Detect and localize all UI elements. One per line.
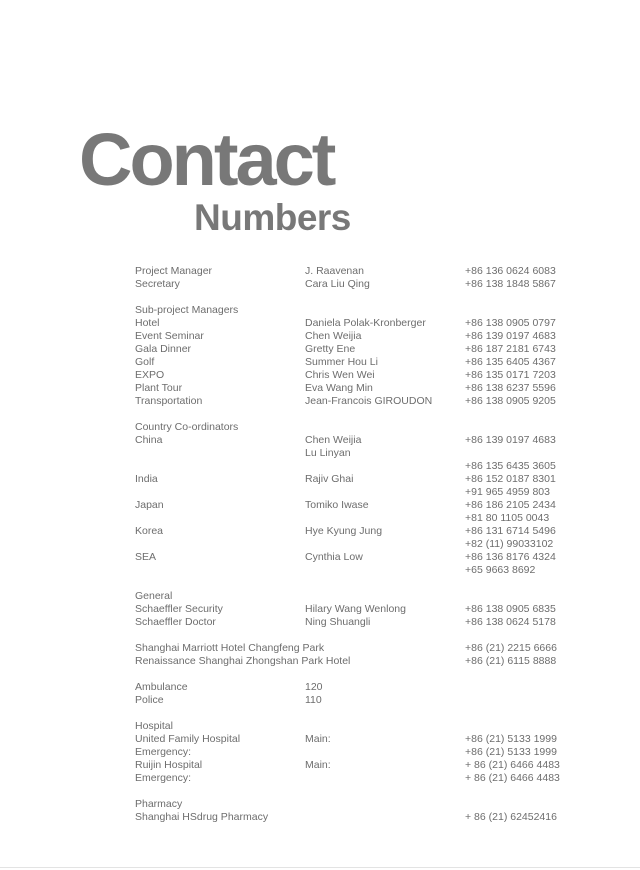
contact-list (135, 265, 575, 824)
contact-row (135, 642, 575, 655)
contact-row (135, 733, 575, 746)
contact-row (135, 473, 575, 486)
contact-row (135, 720, 575, 733)
contact-name: Main: (305, 733, 331, 745)
contact-name: Ning Shuangli (305, 616, 371, 628)
contact-name: Tomiko Iwase (305, 499, 369, 511)
contact-label: Emergency: (135, 772, 192, 784)
contact-row (135, 681, 575, 694)
contact-row (135, 603, 575, 616)
contact-label: Emergency: (135, 746, 192, 758)
contact-row (135, 343, 575, 356)
section-gap (135, 785, 575, 798)
contact-name: Rajiv Ghai (305, 473, 354, 485)
contact-label: United Family Hospital (135, 733, 241, 745)
contact-phone: + 86 (21) 6466 4483 (465, 772, 560, 784)
contact-phone: + 86 (21) 6466 4483 (465, 759, 560, 771)
contact-row (135, 369, 575, 382)
contact-phone: +86 139 0197 4683 (465, 434, 556, 446)
contact-phone: +86 138 0624 5178 (465, 616, 556, 628)
contact-label: SEA (135, 551, 157, 563)
contact-phone: +86 135 6405 4367 (465, 356, 556, 368)
contact-phone: +86 138 1848 5867 (465, 278, 556, 290)
contact-phone: +86 138 0905 6835 (465, 603, 556, 615)
contact-row (135, 538, 575, 551)
contact-name: Hye Kyung Jung (305, 525, 383, 537)
contact-label: Schaeffler Security (135, 603, 223, 615)
contact-label: Shanghai HSdrug Pharmacy (135, 811, 269, 823)
section-gap (135, 408, 575, 421)
contact-label: Event Seminar (135, 330, 204, 342)
contact-row (135, 590, 575, 603)
contact-name: Summer Hou Li (305, 356, 378, 368)
contact-row (135, 772, 575, 785)
contact-row (135, 356, 575, 369)
contact-row (135, 759, 575, 772)
contact-row (135, 434, 575, 447)
contact-row (135, 655, 575, 668)
contact-name: Hilary Wang Wenlong (305, 603, 406, 615)
page-subtitle: Numbers (194, 197, 351, 238)
contact-name: Main: (305, 759, 331, 771)
contact-label: Police (135, 694, 164, 706)
contact-label: Korea (135, 525, 164, 537)
contact-phone: + 86 (21) 62452416 (465, 811, 557, 823)
contact-label: Japan (135, 499, 164, 511)
contact-row (135, 460, 575, 473)
contact-phone: +82 (11) 99033102 (465, 538, 554, 550)
contact-row (135, 330, 575, 343)
contact-label: Plant Tour (135, 382, 183, 394)
contact-row (135, 486, 575, 499)
contact-phone: +86 (21) 5133 1999 (465, 733, 557, 745)
contact-label: General (135, 590, 173, 602)
contact-row (135, 265, 575, 278)
contact-phone: +86 135 6435 3605 (465, 460, 556, 472)
contact-phone: +86 (21) 6115 8888 (465, 655, 557, 667)
contact-name: Gretty Ene (305, 343, 356, 355)
contact-label: Ambulance (135, 681, 188, 693)
contact-label: China (135, 434, 163, 446)
contact-label: Pharmacy (135, 798, 183, 810)
contact-label: Project Manager (135, 265, 213, 277)
contact-label: Secretary (135, 278, 180, 290)
contact-row (135, 811, 575, 824)
contact-name: J. Raavenan (305, 265, 364, 277)
contact-phone: +91 965 4959 803 (465, 486, 550, 498)
contact-phone: +86 139 0197 4683 (465, 330, 556, 342)
contact-label: Hospital (135, 720, 173, 732)
contact-name: Chen Weijia (305, 330, 362, 342)
contact-phone: +86 186 2105 2434 (465, 499, 556, 511)
contact-row (135, 395, 575, 408)
contact-name: Cynthia Low (305, 551, 363, 563)
contact-phone: +86 187 2181 6743 (465, 343, 556, 355)
section-gap (135, 668, 575, 681)
contact-name: Lu Linyan (305, 447, 351, 459)
contact-label: Renaissance Shanghai Zhongshan Park Hotel (135, 655, 351, 667)
contact-phone: +86 131 6714 5496 (465, 525, 556, 537)
page-title: Contact (79, 118, 334, 201)
section-gap (135, 577, 575, 590)
contact-label: Schaeffler Doctor (135, 616, 216, 628)
contact-name: 110 (305, 694, 322, 706)
contact-phone: +86 138 0905 0797 (465, 317, 556, 329)
contact-label: Gala Dinner (135, 343, 192, 355)
contact-row (135, 694, 575, 707)
contact-name: Jean-Francois GIROUDON (305, 395, 433, 407)
contact-phone: +86 152 0187 8301 (465, 473, 556, 485)
contact-row (135, 798, 575, 811)
contact-phone: +86 138 6237 5596 (465, 382, 556, 394)
contact-label: Sub-project Managers (135, 304, 239, 316)
contact-phone: +86 136 0624 6083 (465, 265, 556, 277)
contact-phone: +86 135 0171 7203 (465, 369, 556, 381)
contact-phone: +86 (21) 2215 6666 (465, 642, 557, 654)
contact-name: Chen Weijia (305, 434, 362, 446)
contact-row (135, 304, 575, 317)
contact-phone: +86 (21) 5133 1999 (465, 746, 557, 758)
contact-phone: +65 9663 8692 (465, 564, 536, 576)
contact-name: Daniela Polak-Kronberger (305, 317, 426, 329)
contact-row (135, 317, 575, 330)
contact-row (135, 551, 575, 564)
contact-row (135, 525, 575, 538)
section-gap (135, 707, 575, 720)
contact-label: Country Co-ordinators (135, 421, 239, 433)
section-gap (135, 629, 575, 642)
contact-name: Chris Wen Wei (305, 369, 375, 381)
contact-label: Hotel (135, 317, 160, 329)
contact-label: India (135, 473, 158, 485)
contact-row (135, 278, 575, 291)
page-bottom-divider (0, 867, 640, 868)
contact-row (135, 499, 575, 512)
contact-label: Golf (135, 356, 155, 368)
contact-row (135, 447, 575, 460)
contact-phone: +81 80 1105 0043 (465, 512, 550, 524)
contact-row (135, 421, 575, 434)
contact-name: Eva Wang Min (305, 382, 373, 394)
contact-row (135, 382, 575, 395)
contact-label: Transportation (135, 395, 203, 407)
contact-phone: +86 136 8176 4324 (465, 551, 556, 563)
contact-name: 120 (305, 681, 323, 693)
section-gap (135, 291, 575, 304)
contact-row (135, 512, 575, 525)
contact-phone: +86 138 0905 9205 (465, 395, 556, 407)
contact-label: Ruijin Hospital (135, 759, 203, 771)
contact-row (135, 564, 575, 577)
contact-row (135, 616, 575, 629)
contact-row (135, 746, 575, 759)
contact-label: EXPO (135, 369, 165, 381)
contact-name: Cara Liu Qing (305, 278, 370, 290)
contact-label: Shanghai Marriott Hotel Changfeng Park (135, 642, 325, 654)
